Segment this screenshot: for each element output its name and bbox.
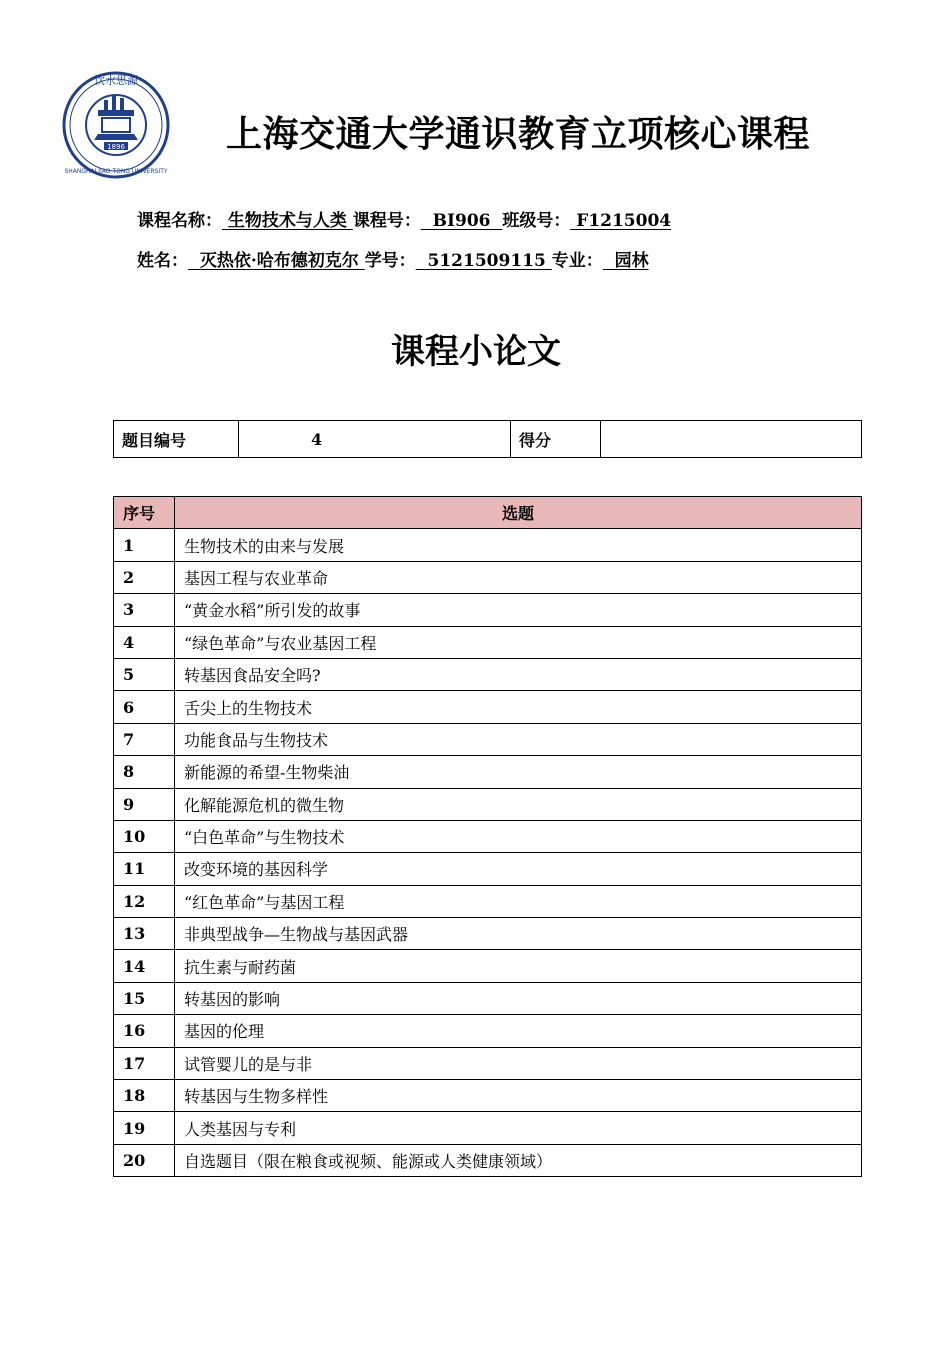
topic-title: 转基因与生物多样性 bbox=[175, 1080, 862, 1112]
score-value bbox=[601, 421, 862, 458]
topic-number: 9 bbox=[114, 788, 175, 820]
score-table bbox=[113, 420, 862, 458]
header-topic: 选题 bbox=[175, 497, 862, 529]
table-row bbox=[114, 723, 862, 755]
topic-number: 7 bbox=[114, 723, 175, 755]
class-no-value: F1215004 bbox=[570, 211, 672, 231]
topic-number: 20 bbox=[114, 1144, 175, 1176]
name-label: 姓名： bbox=[137, 251, 188, 271]
course-name-value: 生物技术与人类 bbox=[222, 211, 353, 231]
table-row bbox=[114, 561, 862, 593]
topic-number: 11 bbox=[114, 853, 175, 885]
name-value: 灭热依·哈布德初克尔 bbox=[188, 251, 365, 271]
course-info-line-1 bbox=[137, 206, 671, 231]
table-row bbox=[114, 1015, 862, 1047]
topic-number: 12 bbox=[114, 885, 175, 917]
topics-header-row bbox=[114, 497, 862, 529]
table-row bbox=[114, 982, 862, 1014]
table-row bbox=[114, 1080, 862, 1112]
topic-no-label: 题目编号 bbox=[114, 421, 239, 458]
topic-number: 15 bbox=[114, 982, 175, 1014]
topic-number: 16 bbox=[114, 1015, 175, 1047]
course-no-value: BI906 bbox=[420, 211, 503, 231]
topic-title: “绿色革命”与农业基因工程 bbox=[175, 626, 862, 658]
topic-number: 6 bbox=[114, 691, 175, 723]
course-info-line-2 bbox=[137, 246, 649, 271]
topic-title: 生物技术的由来与发展 bbox=[175, 529, 862, 561]
table-row bbox=[114, 658, 862, 690]
score-row bbox=[114, 421, 862, 458]
topic-title: 自选题目（限在粮食或视频、能源或人类健康领域） bbox=[175, 1144, 862, 1176]
topic-title: 试管婴儿的是与非 bbox=[175, 1047, 862, 1079]
table-row bbox=[114, 1144, 862, 1176]
topic-number: 1 bbox=[114, 529, 175, 561]
table-row bbox=[114, 853, 862, 885]
table-row bbox=[114, 626, 862, 658]
topic-number: 3 bbox=[114, 594, 175, 626]
header-no: 序号 bbox=[114, 497, 175, 529]
table-row bbox=[114, 950, 862, 982]
table-row bbox=[114, 691, 862, 723]
topic-number: 18 bbox=[114, 1080, 175, 1112]
topic-title: 非典型战争—生物战与基因武器 bbox=[175, 918, 862, 950]
topic-number: 14 bbox=[114, 950, 175, 982]
topic-number: 8 bbox=[114, 756, 175, 788]
table-row bbox=[114, 820, 862, 852]
table-row bbox=[114, 788, 862, 820]
topic-title: 人类基因与专利 bbox=[175, 1112, 862, 1144]
topics-table bbox=[113, 496, 862, 1177]
topic-number: 19 bbox=[114, 1112, 175, 1144]
university-seal-logo bbox=[46, 70, 186, 180]
table-row bbox=[114, 1047, 862, 1079]
class-no-label: 班级号： bbox=[502, 211, 571, 231]
svg-text:饮水思源: 饮水思源 bbox=[94, 74, 138, 87]
student-no-value: 5121509115 bbox=[415, 251, 552, 271]
topic-title: “黄金水稻”所引发的故事 bbox=[175, 594, 862, 626]
table-row bbox=[114, 529, 862, 561]
topic-title: 抗生素与耐药菌 bbox=[175, 950, 862, 982]
svg-text:SHANGHAI JIAO TONG UNIVERSITY: SHANGHAI JIAO TONG UNIVERSITY bbox=[64, 168, 168, 175]
major-label: 专业： bbox=[551, 251, 603, 271]
topic-number: 17 bbox=[114, 1047, 175, 1079]
topic-title: 舌尖上的生物技术 bbox=[175, 691, 862, 723]
topic-title: “红色革命”与基因工程 bbox=[175, 885, 862, 917]
svg-text:1896: 1896 bbox=[107, 143, 125, 151]
table-row bbox=[114, 885, 862, 917]
topic-title: 转基因食品安全吗? bbox=[175, 658, 862, 690]
table-row bbox=[114, 1112, 862, 1144]
table-row bbox=[114, 918, 862, 950]
topic-title: 基因工程与农业革命 bbox=[175, 561, 862, 593]
table-row bbox=[114, 594, 862, 626]
topic-number: 10 bbox=[114, 820, 175, 852]
topic-no-value: 4 bbox=[239, 421, 511, 458]
topic-title: 改变环境的基因科学 bbox=[175, 853, 862, 885]
topic-number: 5 bbox=[114, 658, 175, 690]
topic-title: 化解能源危机的微生物 bbox=[175, 788, 862, 820]
major-value: 园林 bbox=[602, 251, 649, 271]
student-no-label: 学号： bbox=[364, 251, 416, 271]
essay-subtitle: 课程小论文 bbox=[391, 332, 561, 372]
page-title: 上海交通大学通识教育立项核心课程 bbox=[226, 114, 811, 155]
topic-title: “白色革命”与生物技术 bbox=[175, 820, 862, 852]
course-no-label: 课程号： bbox=[352, 211, 421, 231]
table-row bbox=[114, 756, 862, 788]
score-label: 得分 bbox=[511, 421, 601, 458]
topic-number: 2 bbox=[114, 561, 175, 593]
topics-body bbox=[114, 529, 862, 1177]
course-name-label: 课程名称： bbox=[137, 211, 222, 231]
topic-title: 基因的伦理 bbox=[175, 1015, 862, 1047]
topic-number: 13 bbox=[114, 918, 175, 950]
topic-title: 功能食品与生物技术 bbox=[175, 723, 862, 755]
topic-number: 4 bbox=[114, 626, 175, 658]
topic-title: 新能源的希望-生物柴油 bbox=[175, 756, 862, 788]
topic-title: 转基因的影响 bbox=[175, 982, 862, 1014]
